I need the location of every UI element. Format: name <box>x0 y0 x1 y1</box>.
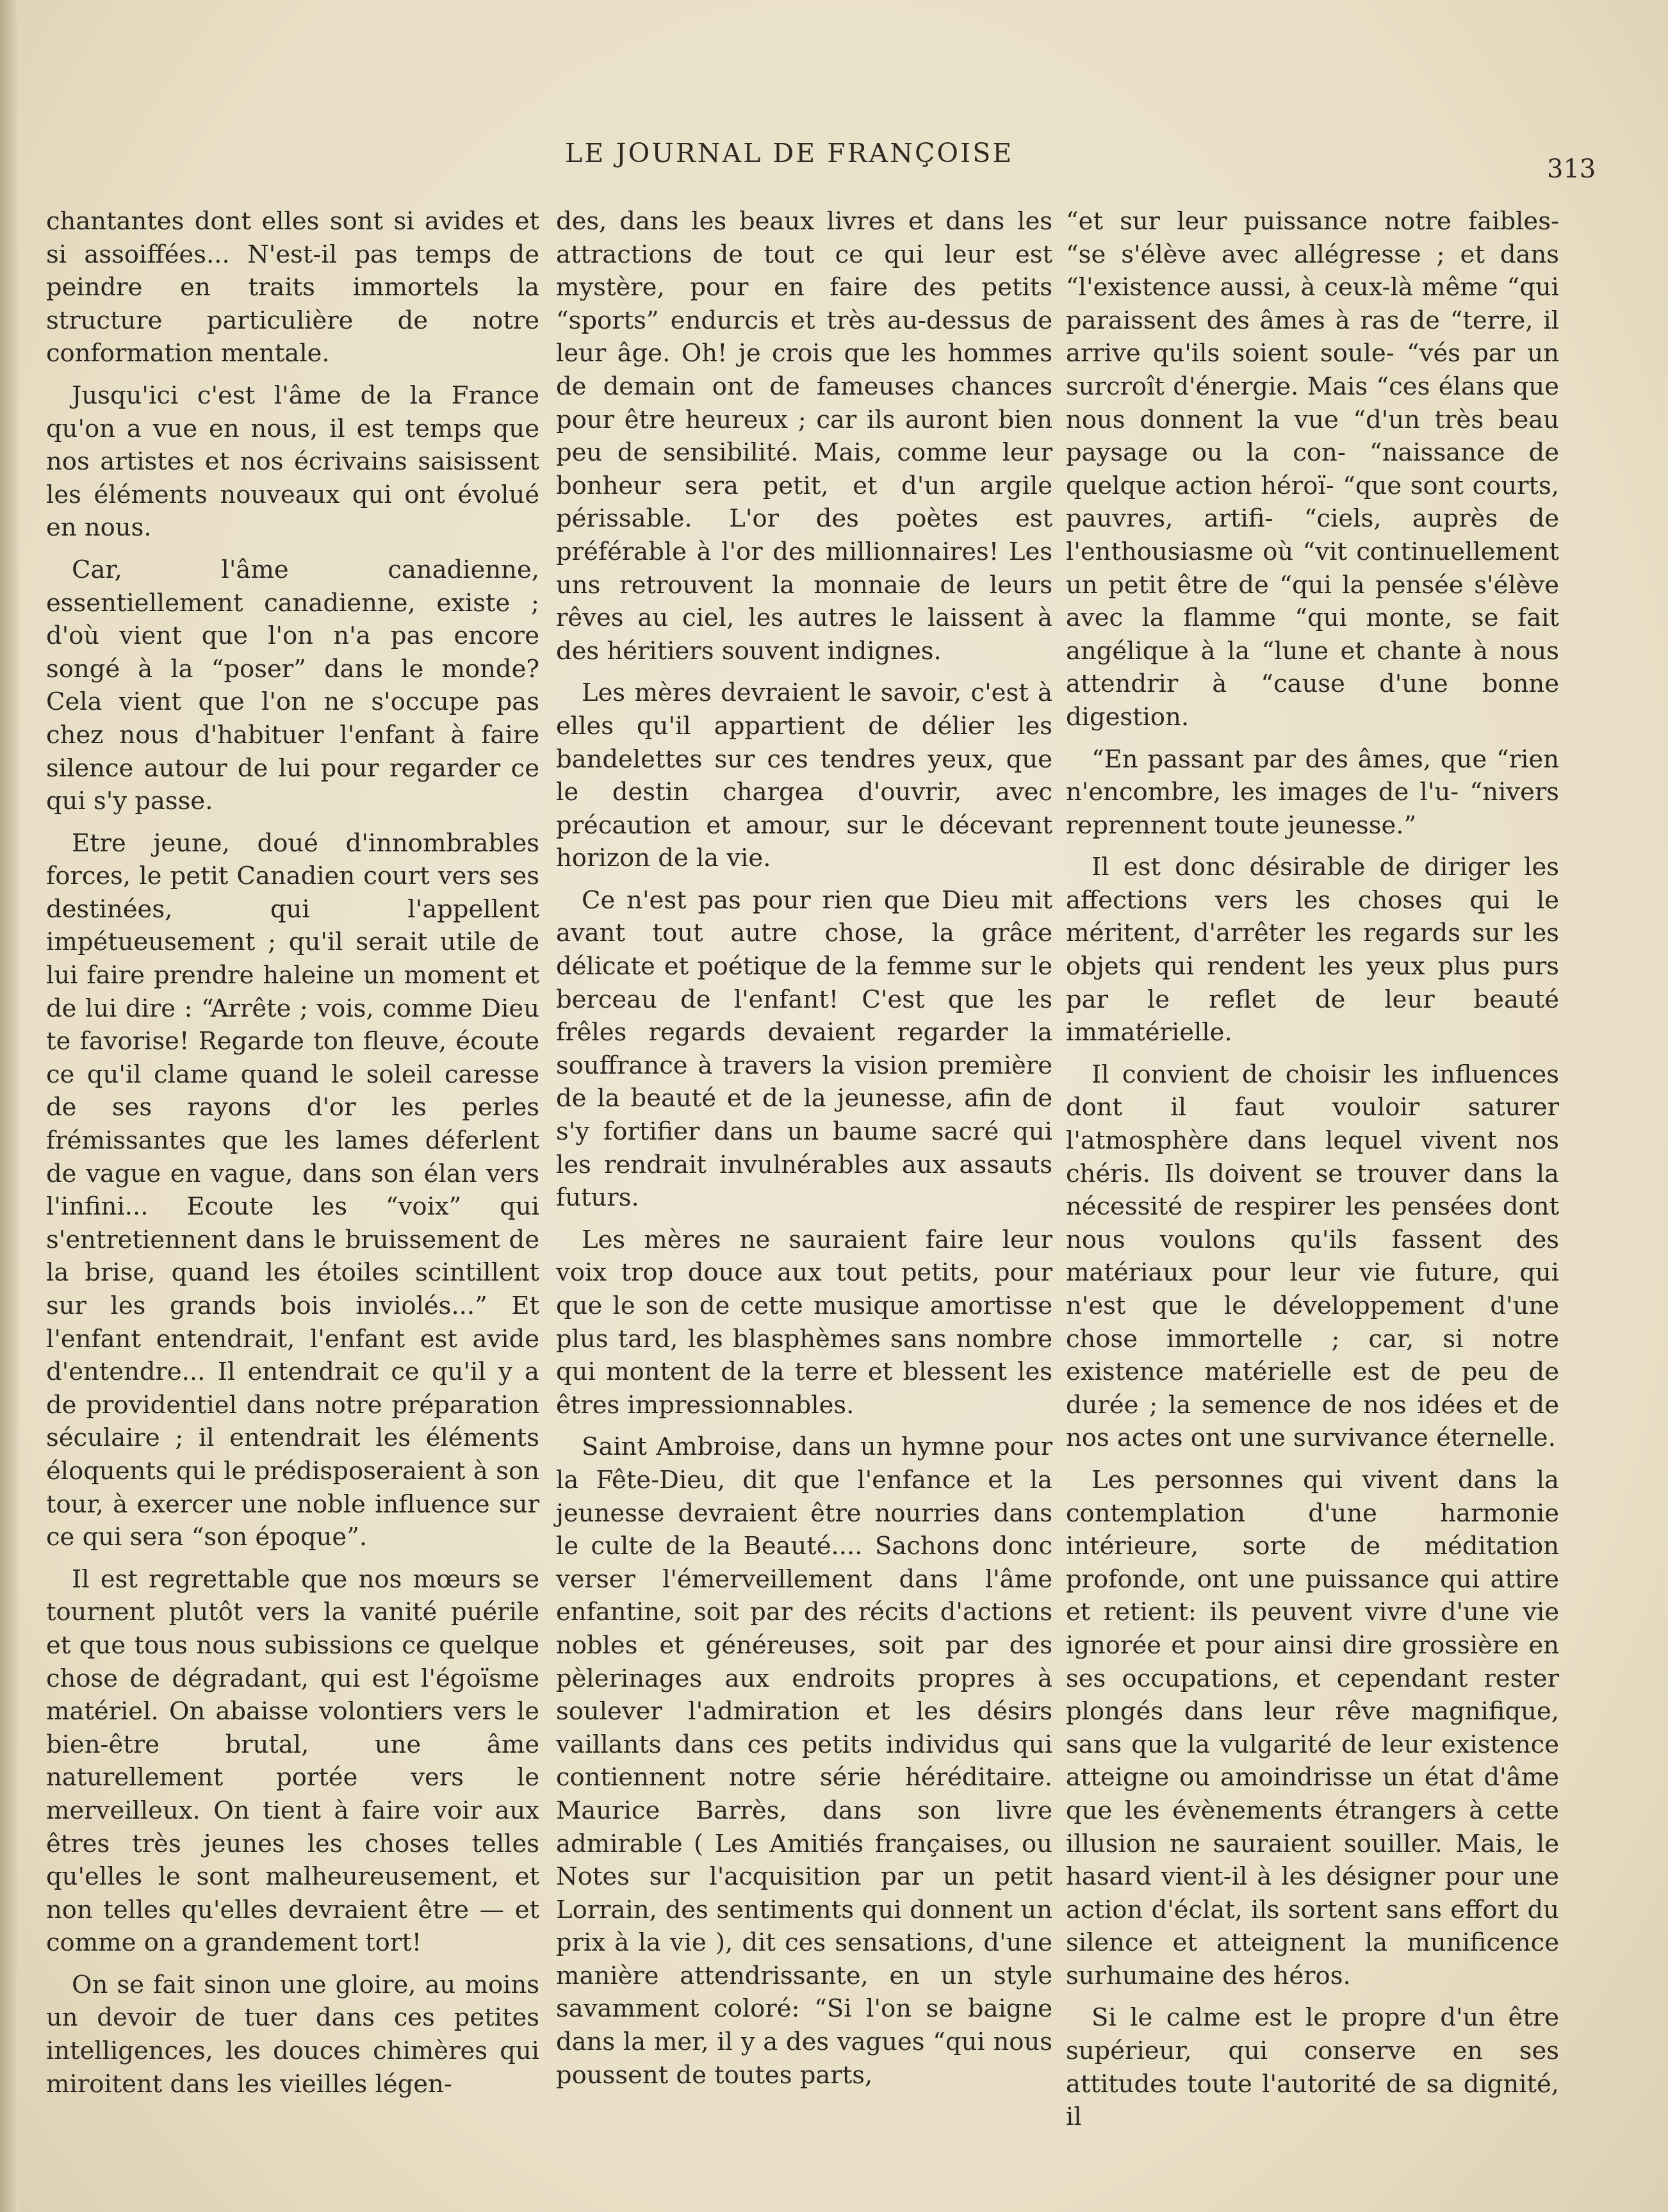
paragraph: Les mères ne sauraient faire leur voix trop douce aux tout petits, pour que le son de cette musique amortisse plus tard, les blasphèmes sans nombre qui montent de la terre et blessent les êtres impressionnables. <box>556 1225 1052 1420</box>
journal-title: LE JOURNAL DE FRANÇOISE <box>565 138 1014 168</box>
paragraph: Il est regrettable que nos mœurs se tournent plutôt vers la vanité puérile et que tous nous subissions ce quelque chose de dégradant, qui est l'égoïsme matériel. On abaisse volontiers vers le bien-être brutal, une âme naturellement portée vers le merveilleux. On tient à faire voir aux êtres très jeunes les choses telles qu'elles le sont malheureusement, et non telles qu'elles devraient être — et comme on a grandement tort! <box>46 1564 539 1958</box>
paragraph: “et sur leur puissance notre faibles- “se s'élève avec allégresse ; et dans “l'existence aussi, à ceux-là même “qui paraissent des âmes à ras de “terre, il arrive qu'ils soient soule- “vés par un surcroît d'énergie. Mais “ces élans que nous donnent la vue “d'un très beau paysage ou la con- “naissance de quelque action héroï- “que sont courts, pauvres, artifi- “ciels, auprès de l'enthousiasme où “vit continuellement un petit être de “qui la pensée s'élève avec la flamme “qui monte, se fait angélique à la “lune et chante à nous attendrir à “cause d'une bonne digestion. <box>1066 207 1559 732</box>
paragraph: Car, l'âme canadienne, essentiellement canadienne, existe ; d'où vient que l'on n'a pas encore songé à la “poser” dans le monde? Cela vient que l'on ne s'occupe pas chez nous d'habituer l'enfant à faire silence autour de lui pour regarder ce qui s'y passe. <box>46 555 539 816</box>
paragraph: Les mères devraient le savoir, c'est à elles qu'il appartient de délier les bandelettes sur ces tendres yeux, que le destin chargea d'ouvrir, avec précaution et amour, sur le décevant horizon de la vie. <box>556 678 1052 873</box>
text-column-3 <box>1066 205 1559 2134</box>
page-number: 313 <box>1547 154 1596 184</box>
paragraph: Les personnes qui vivent dans la contemplation d'une harmonie intérieure, sorte de méditation profonde, ont une puissance qui attire et retient: ils peuvent vivre d'une vie ignorée et pour ainsi dire grossière en ses occupations, et cependant rester plongés dans leur rêve magnifique, sans que la vulgarité de leur existence atteigne ou amoindrisse un état d'âme que les évènements étrangers à cette illusion ne sauraient souiller. Mais, le hasard vient-il à les désigner pour une action d'éclat, ils sortent sans effort du silence et atteignent la munificence surhumaine des héros. <box>1066 1465 1559 1990</box>
paragraph: Ce n'est pas pour rien que Dieu mit avant tout autre chose, la grâce délicate et poétique de la femme sur le berceau de l'enfant! C'est que les frêles regards devaient regarder la souffrance à travers la vision première de la beauté et de la jeunesse, afin de s'y fortifier dans un baume sacré qui les rendrait invulnérables aux assauts futurs. <box>556 885 1052 1213</box>
text-column-2 <box>556 205 1052 2092</box>
running-header <box>0 138 1668 183</box>
paragraph: des, dans les beaux livres et dans les attractions de tout ce qui leur est mystère, pour en faire des petits “sports” endurcis et très au-dessus de leur âge. Oh! je crois que les hommes de demain ont de fameuses chances pour être heureux ; car ils auront bien peu de sensibilité. Mais, comme leur bonheur sera petit, et d'un argile périssable. L'or des poètes est préférable à l'or des millionnaires! Les uns retrouvent la monnaie de leurs rêves au ciel, les autres le laissent à des héritiers souvent indignes. <box>556 207 1052 666</box>
paragraph: Si le calme est le propre d'un être supérieur, qui conserve en ses attitudes toute l'autorité de sa dignité, il <box>1066 2003 1559 2132</box>
paragraph: On se fait sinon une gloire, au moins un devoir de tuer dans ces petites intelligences, les douces chimères qui miroitent dans les vieilles légen- <box>46 1970 539 2099</box>
paragraph: chantantes dont elles sont si avides et si assoiffées... N'est-il pas temps de peindre en traits immortels la structure particulière de notre conformation mentale. <box>46 207 539 368</box>
paragraph: Etre jeune, doué d'innombrables forces, le petit Canadien court vers ses destinées, qui l'appellent impétueusement ; qu'il serait utile de lui faire prendre haleine un moment et de lui dire : “Arrête ; vois, comme Dieu te favorise! Regarde ton fleuve, écoute ce qu'il clame quand le soleil caresse de ses rayons d'or les perles frémissantes que les lames déferlent de vague en vague, dans son élan vers l'infini... Ecoute les “voix” qui s'entretiennent dans le bruissement de la brise, quand les étoiles scintillent sur les grands bois inviolés...” Et l'enfant entendrait, l'enfant est avide d'entendre... Il entendrait ce qu'il y a de providentiel dans notre préparation séculaire ; il entendrait les éléments éloquents qui le prédisposeraient à son tour, à exercer une noble influence sur ce qui sera “son époque”. <box>46 828 539 1552</box>
paragraph: Il convient de choisir les influences dont il faut vouloir saturer l'atmosphère dans lequel vivent nos chéris. Ils doivent se trouver dans la nécessité de respirer les pensées dont nous voulons qu'ils fassent des matériaux pour leur vie future, qui n'est que le développement d'une chose immortelle ; car, si notre existence matérielle est de peu de durée ; la semence de nos idées et de nos actes ont une survivance éternelle. <box>1066 1060 1559 1453</box>
paragraph: “En passant par des âmes, que “rien n'encombre, les images de l'u- “nivers reprennent toute jeunesse.” <box>1066 744 1559 840</box>
page-spine-shadow <box>0 0 19 2212</box>
paragraph: Saint Ambroise, dans un hymne pour la Fête-Dieu, dit que l'enfance et la jeunesse devraient être nourries dans le culte de la Beauté.... Sachons donc verser l'émerveillement dans l'âme enfantine, soit par des récits d'actions nobles et généreuses, soit par des pèlerinages aux endroits propres à soulever l'admiration et les désirs vaillants dans ces petits individus qui contiennent notre série héréditaire. Maurice Barrès, dans son livre admirable ( Les Amitiés françaises, ou Notes sur l'acquisition par un petit Lorrain, des sentiments qui donnent un prix à la vie ), dit ces sensations, d'une manière attendrissante, en un style savamment coloré: “Si l'on se baigne dans la mer, il y a des vagues “qui nous poussent de toutes parts, <box>556 1432 1052 2090</box>
paragraph: Jusqu'ici c'est l'âme de la France qu'on a vue en nous, il est temps que nos artistes et nos écrivains saisissent les éléments nouveaux qui ont évolué en nous. <box>46 381 539 543</box>
text-column-1 <box>46 205 539 2101</box>
paragraph: Il est donc désirable de diriger les affections vers les choses qui le méritent, d'arrêter les regards sur les objets qui rendent les yeux plus purs par le reflet de leur beauté immatérielle. <box>1066 853 1559 1047</box>
